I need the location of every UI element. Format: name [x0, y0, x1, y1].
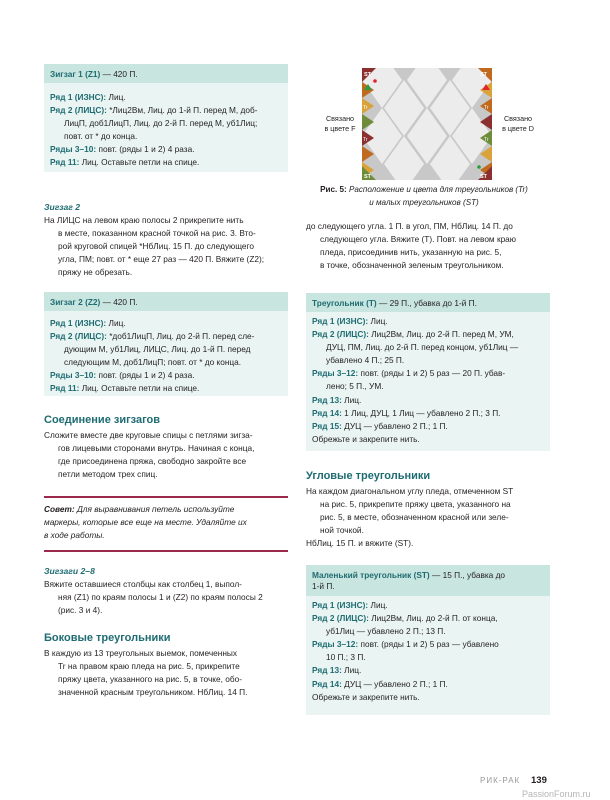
zigzag2-box-header	[44, 292, 288, 311]
watermark: PassionForum.ru	[522, 789, 591, 799]
triangle-count: — 29 П., убавка до 1-й П.	[379, 298, 477, 308]
row-2: Ряд 2 (ЛИЦС): *Лиц2Вм, Лиц. до 1-й П. перед М, доб-	[50, 105, 258, 116]
row-2-cont: уб1Лиц — убавлено 2 П.; 13 П.	[326, 626, 446, 637]
side-triangles-section	[44, 632, 294, 699]
small-triangle-title: Маленький треугольник (ST)	[312, 570, 430, 580]
row-2: Ряд 2 (ЛИЦС): Лиц2Вм, Лиц. до 2-й П. перед М, УМ,	[312, 329, 514, 340]
finish-instruction: Обрежьте и закрепите нить.	[312, 433, 420, 444]
triangle-title: Треугольник (Т)	[312, 298, 377, 308]
corner-triangles-section	[306, 470, 552, 550]
row-14: Ряд 14: 1 Лиц, ДУЦ, 1 Лиц — убавлено 2 П.; 3 П.	[312, 407, 501, 418]
paragraph-line: следующего угла. Вяжите (Т). Повт. на левом краю	[320, 234, 517, 245]
row-2-cont: ДУЦ, ПМ, Лиц. до 2-й П. перед концом, уб1Лиц —	[326, 342, 519, 353]
st-label: ST	[364, 72, 372, 78]
paragraph-line: где присоединена пряжа, свободно закройте все	[58, 456, 247, 467]
magazine-name: РИК-РАК	[480, 776, 521, 785]
row-1: Ряд 1 (ИЗНС): Лиц.	[50, 318, 126, 328]
row-2-cont: ЛицП, доб1ЛицП, Лиц. до 2-й П. перед М, уб1Лиц;	[64, 118, 258, 129]
zigzag2-heading: Зигзаг 2	[44, 202, 81, 212]
corner-triangles-heading: Угловые треугольники	[306, 470, 431, 482]
paragraph-line: ной точкой.	[320, 525, 364, 536]
finish-instruction: Обрежьте и закрепите нить.	[312, 691, 420, 702]
figure-label-left: Связано в цвете F	[324, 114, 356, 133]
paragraph-line: до следующего угла. 1 П. в угол, ПМ, НбЛиц. 14 П. до	[306, 221, 513, 231]
paragraph-line: в месте, показанном красной точкой на рис. 3. Вто-	[58, 228, 256, 239]
blanket-diagram	[362, 68, 492, 180]
paragraph-line: петли методом трех спиц.	[58, 469, 158, 480]
paragraph-line: Сложите вместе две круговые спицы с петлями зигза-	[44, 430, 253, 440]
row-1: Ряд 1 (ИЗНС): Лиц.	[312, 316, 388, 326]
figure-caption: Рис. 5: Расположение и цвета для треугольников (Tr) и малых треугольников (ST)	[320, 185, 528, 207]
tip-top-rule	[44, 496, 288, 498]
page-number: 139	[531, 775, 547, 786]
paragraph-line: на рис. 5, прикрепите пряжу цвета, указанного на	[320, 499, 511, 510]
paragraph-line: пряжу не обрезать.	[58, 267, 133, 278]
caption-label: Рис. 5:	[320, 185, 347, 194]
zigzag2-box	[44, 292, 288, 396]
row-2: Ряд 2 (ЛИЦС): Лиц2Вм, Лиц. до 2-й П. от конца,	[312, 613, 498, 624]
small-triangle-box-header	[306, 565, 550, 596]
triangle-box	[306, 293, 550, 451]
row-2-cont: повт. от * до конца.	[64, 131, 138, 142]
st-label: ST	[480, 174, 488, 180]
tr-label: Tr	[484, 137, 489, 143]
tip-line: в ходе работы.	[44, 530, 105, 541]
paragraph-line: пледа, присоединив нить, указанную на рис. 5,	[320, 247, 502, 258]
st-label: ST	[480, 72, 488, 78]
paragraph-line: гов лицевыми сторонами внутрь. Начиная с конца,	[58, 443, 255, 454]
tr-label: Tr	[363, 137, 368, 143]
paragraph-line: в точке, обозначенной зеленым треугольником.	[320, 260, 504, 271]
tr-label: Tr	[363, 105, 368, 111]
zigzag2-section	[44, 202, 294, 279]
rows-3-10: Ряды 3–10: повт. (ряды 1 и 2) 4 раза.	[50, 144, 195, 155]
side-triangles-heading: Боковые треугольники	[44, 632, 171, 644]
figure-label-right: Связано в цвете D	[502, 114, 534, 133]
row-14: Ряд 14: ДУЦ — убавлено 2 П.; 1 П.	[312, 678, 448, 689]
rows-3-12-cont: лено; 5 П., УМ.	[326, 381, 384, 392]
zigzag1-count: — 420 П.	[102, 69, 138, 79]
row-13: Ряд 13: Лиц.	[312, 394, 362, 405]
row-11: Ряд 11: Лиц. Оставьте петли на спице.	[50, 383, 200, 394]
tip-block	[44, 503, 290, 542]
paragraph-line: Tr на правом краю пледа на рис. 5, прикрепите	[58, 661, 240, 672]
tip-label: Совет:	[44, 504, 75, 514]
triangle-box-header	[306, 293, 550, 312]
joining-heading: Соединение зигзагов	[44, 414, 161, 426]
tip-line: маркеры, которые все еще на месте. Удаляйте их	[44, 517, 247, 528]
rows-3-10: Ряды 3–10: повт. (ряды 1 и 2) 4 раза.	[50, 370, 195, 381]
paragraph-line: Вяжите оставшиеся столбцы как столбец 1, выпол-	[44, 579, 242, 589]
zigzags-2-8-heading: Зигзаги 2–8	[44, 566, 95, 576]
paragraph-line: НбЛиц. 15 П. и вяжите (ST).	[306, 538, 414, 549]
side-triangles-continuation	[306, 220, 552, 272]
paragraph-line: На ЛИЦС на левом краю полосы 2 прикрепите нить	[44, 215, 244, 225]
row-2-cont: дующим М, уб1Лиц, ЛИЦС, Лиц. до 1-й П. перед	[64, 344, 251, 355]
row-15: Ряд 15: ДУЦ — убавлено 2 П.; 1 П.	[312, 420, 448, 431]
row-2-cont: убавлено 4 П.; 25 П.	[326, 355, 405, 366]
row-1: Ряд 1 (ИЗНС): Лиц.	[312, 600, 388, 610]
tip-line: Совет: Для выравнивания петель используйте	[44, 504, 235, 514]
zigzag2-count: — 420 П.	[102, 297, 138, 307]
paragraph-line: рис. 5, в месте, обозначенном красной или зеле-	[320, 512, 509, 523]
paragraph-line: угла, ПМ; повт. от * еще 27 раз — 420 П. Вяжите (Z2);	[58, 254, 265, 265]
joining-section	[44, 414, 294, 481]
rows-3-12: Ряды 3–12: повт. (ряды 1 и 2) 5 раз — 20 П. убав-	[312, 368, 506, 379]
zigzags-2-8-section	[44, 566, 294, 617]
row-2-cont: следующим М, доб1ЛицП; повт. от * до конца.	[64, 357, 242, 368]
paragraph-line: На каждом диагональном углу пледа, отмеченном ST	[306, 486, 514, 496]
small-triangle-count: — 15 П., убавка до	[432, 570, 506, 580]
paragraph-line: няя (Z1) по краям полосы 1 и (Z2) по краям полосы 2	[58, 592, 263, 603]
paragraph-line: пряжу цвета, указанного на рис. 5, в точке, обо-	[58, 674, 242, 685]
rows-3-12-cont: 10 П.; 3 П.	[326, 652, 366, 663]
row-11: Ряд 11: Лиц. Оставьте петли на спице.	[50, 157, 200, 168]
tip-bottom-rule	[44, 550, 288, 552]
zigzag1-title: Зигзаг 1 (Z1)	[50, 69, 101, 79]
tr-label: Tr	[484, 105, 489, 111]
red-dot	[373, 79, 377, 83]
row-13: Ряд 13: Лиц.	[312, 665, 362, 676]
paragraph-line: В каждую из 13 треугольных выемок, помеченных	[44, 648, 238, 658]
zigzag2-title: Зигзаг 2 (Z2)	[50, 297, 101, 307]
zigzag1-box	[44, 64, 288, 172]
paragraph-line: значенной красным треугольником. НбЛиц. 14 П.	[58, 687, 248, 698]
small-triangle-count-cont: 1-й П.	[312, 581, 335, 591]
row-2: Ряд 2 (ЛИЦС): *доб1ЛицП, Лиц. до 2-й П. перед сле-	[50, 331, 255, 342]
small-triangle-box	[306, 565, 550, 715]
zigzag1-box-header	[44, 64, 288, 83]
row-1: Ряд 1 (ИЗНС): Лиц.	[50, 92, 126, 102]
green-dot	[477, 165, 481, 169]
paragraph-line: (рис. 3 и 4).	[58, 605, 103, 616]
rows-3-12: Ряды 3–12: повт. (ряды 1 и 2) 5 раз — убавлено	[312, 639, 499, 650]
paragraph-line: рой круговой спицей *НбЛиц. 15 П. до следующего	[58, 241, 255, 252]
st-label: ST	[364, 174, 372, 180]
